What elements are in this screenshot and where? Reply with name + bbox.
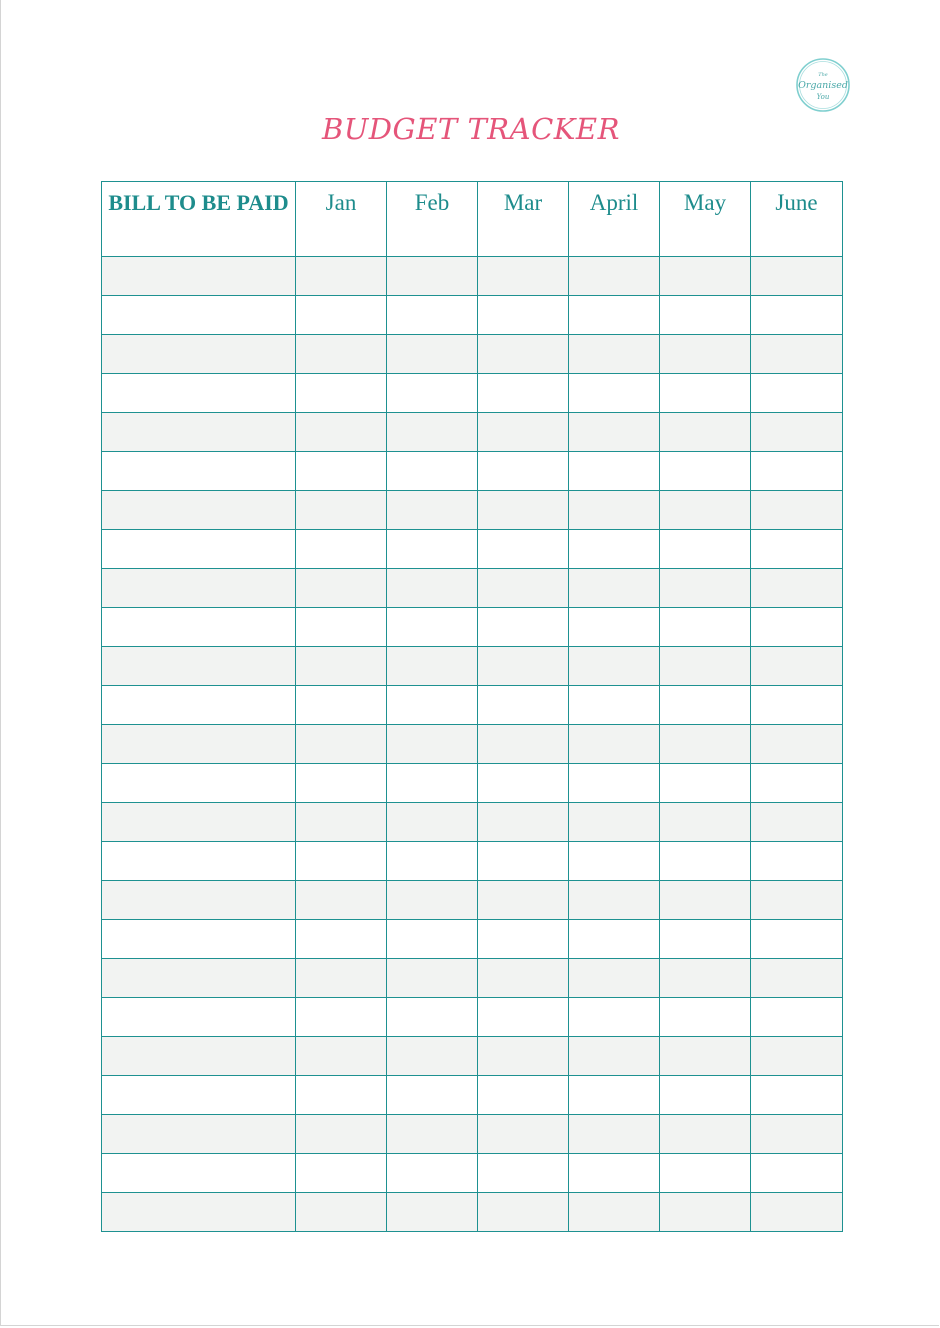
may-cell[interactable]	[660, 725, 751, 764]
may-cell[interactable]	[660, 452, 751, 491]
bill-cell[interactable]	[102, 647, 296, 686]
bill-cell[interactable]	[102, 725, 296, 764]
mar-cell[interactable]	[478, 725, 569, 764]
june-cell[interactable]	[751, 1193, 843, 1232]
mar-cell[interactable]	[478, 1115, 569, 1154]
april-cell[interactable]	[569, 374, 660, 413]
may-cell[interactable]	[660, 764, 751, 803]
table-row	[102, 959, 843, 998]
june-cell[interactable]	[751, 1115, 843, 1154]
april-cell[interactable]	[569, 335, 660, 374]
table-row	[102, 881, 843, 920]
april-cell[interactable]	[569, 842, 660, 881]
table-row	[102, 530, 843, 569]
feb-cell[interactable]	[387, 1076, 478, 1115]
bill-cell[interactable]	[102, 491, 296, 530]
bill-cell[interactable]	[102, 1037, 296, 1076]
may-cell[interactable]	[660, 608, 751, 647]
jan-cell[interactable]	[296, 569, 387, 608]
jan-cell[interactable]	[296, 608, 387, 647]
bill-cell[interactable]	[102, 1193, 296, 1232]
mar-cell[interactable]	[478, 569, 569, 608]
feb-cell[interactable]	[387, 998, 478, 1037]
may-cell[interactable]	[660, 530, 751, 569]
mar-cell[interactable]	[478, 998, 569, 1037]
april-cell[interactable]	[569, 725, 660, 764]
feb-cell[interactable]	[387, 413, 478, 452]
table-row	[102, 842, 843, 881]
feb-cell[interactable]	[387, 530, 478, 569]
mar-cell[interactable]	[478, 530, 569, 569]
bill-cell[interactable]	[102, 803, 296, 842]
may-cell[interactable]	[660, 881, 751, 920]
april-cell[interactable]	[569, 608, 660, 647]
jan-cell[interactable]	[296, 647, 387, 686]
jan-cell[interactable]	[296, 1076, 387, 1115]
mar-cell[interactable]	[478, 881, 569, 920]
bill-cell[interactable]	[102, 1154, 296, 1193]
feb-cell[interactable]	[387, 647, 478, 686]
jan-cell[interactable]	[296, 842, 387, 881]
mar-cell[interactable]	[478, 803, 569, 842]
feb-cell[interactable]	[387, 257, 478, 296]
june-cell[interactable]	[751, 296, 843, 335]
may-cell[interactable]	[660, 803, 751, 842]
header-jan: Jan	[296, 182, 387, 257]
mar-cell[interactable]	[478, 491, 569, 530]
may-cell[interactable]	[660, 296, 751, 335]
mar-cell[interactable]	[478, 959, 569, 998]
feb-cell[interactable]	[387, 491, 478, 530]
june-cell[interactable]	[751, 491, 843, 530]
april-cell[interactable]	[569, 1115, 660, 1154]
may-cell[interactable]	[660, 374, 751, 413]
feb-cell[interactable]	[387, 842, 478, 881]
april-cell[interactable]	[569, 764, 660, 803]
june-cell[interactable]	[751, 374, 843, 413]
june-cell[interactable]	[751, 725, 843, 764]
may-cell[interactable]	[660, 335, 751, 374]
may-cell[interactable]	[660, 920, 751, 959]
feb-cell[interactable]	[387, 374, 478, 413]
feb-cell[interactable]	[387, 1115, 478, 1154]
bill-cell[interactable]	[102, 881, 296, 920]
table-row	[102, 725, 843, 764]
april-cell[interactable]	[569, 530, 660, 569]
june-cell[interactable]	[751, 335, 843, 374]
bill-cell[interactable]	[102, 374, 296, 413]
feb-cell[interactable]	[387, 881, 478, 920]
bill-cell[interactable]	[102, 608, 296, 647]
table-body	[102, 257, 843, 1232]
header-bill-to-be-paid: BILL TO BE PAID	[102, 182, 296, 257]
table-row	[102, 764, 843, 803]
bill-cell[interactable]	[102, 452, 296, 491]
mar-cell[interactable]	[478, 842, 569, 881]
april-cell[interactable]	[569, 881, 660, 920]
jan-cell[interactable]	[296, 530, 387, 569]
feb-cell[interactable]	[387, 686, 478, 725]
jan-cell[interactable]	[296, 725, 387, 764]
jan-cell[interactable]	[296, 1115, 387, 1154]
mar-cell[interactable]	[478, 764, 569, 803]
june-cell[interactable]	[751, 1076, 843, 1115]
bill-cell[interactable]	[102, 959, 296, 998]
header-feb: Feb	[387, 182, 478, 257]
table-row	[102, 1154, 843, 1193]
mar-cell[interactable]	[478, 1076, 569, 1115]
table-row	[102, 296, 843, 335]
jan-cell[interactable]	[296, 1193, 387, 1232]
feb-cell[interactable]	[387, 959, 478, 998]
table-row	[102, 647, 843, 686]
table-row	[102, 1115, 843, 1154]
table-row	[102, 1076, 843, 1115]
may-cell[interactable]	[660, 1115, 751, 1154]
jan-cell[interactable]	[296, 803, 387, 842]
bill-cell[interactable]	[102, 998, 296, 1037]
jan-cell[interactable]	[296, 686, 387, 725]
feb-cell[interactable]	[387, 920, 478, 959]
mar-cell[interactable]	[478, 452, 569, 491]
mar-cell[interactable]	[478, 1193, 569, 1232]
may-cell[interactable]	[660, 959, 751, 998]
page-title: BUDGET TRACKER	[322, 112, 620, 146]
may-cell[interactable]	[660, 647, 751, 686]
mar-cell[interactable]	[478, 413, 569, 452]
table-row	[102, 920, 843, 959]
jan-cell[interactable]	[296, 335, 387, 374]
may-cell[interactable]	[660, 1193, 751, 1232]
may-cell[interactable]	[660, 1076, 751, 1115]
jan-cell[interactable]	[296, 1154, 387, 1193]
mar-cell[interactable]	[478, 1037, 569, 1076]
table-header-row	[102, 182, 843, 257]
april-cell[interactable]	[569, 1193, 660, 1232]
logo-line2: Organised	[798, 80, 848, 91]
april-cell[interactable]	[569, 257, 660, 296]
bill-cell[interactable]	[102, 530, 296, 569]
june-cell[interactable]	[751, 998, 843, 1037]
april-cell[interactable]	[569, 1076, 660, 1115]
april-cell[interactable]	[569, 647, 660, 686]
june-cell[interactable]	[751, 764, 843, 803]
table-row	[102, 998, 843, 1037]
jan-cell[interactable]	[296, 920, 387, 959]
april-cell[interactable]	[569, 1037, 660, 1076]
table-row	[102, 257, 843, 296]
bill-cell[interactable]	[102, 842, 296, 881]
mar-cell[interactable]	[478, 686, 569, 725]
jan-cell[interactable]	[296, 959, 387, 998]
june-cell[interactable]	[751, 686, 843, 725]
may-cell[interactable]	[660, 491, 751, 530]
june-cell[interactable]	[751, 647, 843, 686]
april-cell[interactable]	[569, 452, 660, 491]
may-cell[interactable]	[660, 257, 751, 296]
april-cell[interactable]	[569, 413, 660, 452]
table-row	[102, 686, 843, 725]
april-cell[interactable]	[569, 998, 660, 1037]
mar-cell[interactable]	[478, 374, 569, 413]
bill-cell[interactable]	[102, 257, 296, 296]
jan-cell[interactable]	[296, 491, 387, 530]
june-cell[interactable]	[751, 1037, 843, 1076]
june-cell[interactable]	[751, 257, 843, 296]
feb-cell[interactable]	[387, 608, 478, 647]
table-row	[102, 335, 843, 374]
april-cell[interactable]	[569, 569, 660, 608]
table-row	[102, 1193, 843, 1232]
mar-cell[interactable]	[478, 1154, 569, 1193]
june-cell[interactable]	[751, 959, 843, 998]
header-april: April	[569, 182, 660, 257]
april-cell[interactable]	[569, 491, 660, 530]
jan-cell[interactable]	[296, 452, 387, 491]
bill-cell[interactable]	[102, 1076, 296, 1115]
jan-cell[interactable]	[296, 374, 387, 413]
june-cell[interactable]	[751, 842, 843, 881]
june-cell[interactable]	[751, 452, 843, 491]
april-cell[interactable]	[569, 803, 660, 842]
june-cell[interactable]	[751, 881, 843, 920]
june-cell[interactable]	[751, 413, 843, 452]
bill-cell[interactable]	[102, 335, 296, 374]
mar-cell[interactable]	[478, 257, 569, 296]
jan-cell[interactable]	[296, 296, 387, 335]
bill-cell[interactable]	[102, 764, 296, 803]
feb-cell[interactable]	[387, 725, 478, 764]
header-may: May	[660, 182, 751, 257]
june-cell[interactable]	[751, 1154, 843, 1193]
may-cell[interactable]	[660, 1154, 751, 1193]
budget-table	[101, 181, 843, 1232]
feb-cell[interactable]	[387, 569, 478, 608]
jan-cell[interactable]	[296, 413, 387, 452]
april-cell[interactable]	[569, 959, 660, 998]
bill-cell[interactable]	[102, 413, 296, 452]
header-june: June	[751, 182, 843, 257]
feb-cell[interactable]	[387, 803, 478, 842]
feb-cell[interactable]	[387, 1154, 478, 1193]
the-organised-you-logo	[795, 57, 851, 113]
may-cell[interactable]	[660, 686, 751, 725]
june-cell[interactable]	[751, 530, 843, 569]
april-cell[interactable]	[569, 296, 660, 335]
feb-cell[interactable]	[387, 764, 478, 803]
may-cell[interactable]	[660, 413, 751, 452]
feb-cell[interactable]	[387, 1193, 478, 1232]
jan-cell[interactable]	[296, 764, 387, 803]
april-cell[interactable]	[569, 1154, 660, 1193]
header-mar: Mar	[478, 182, 569, 257]
bill-cell[interactable]	[102, 1115, 296, 1154]
mar-cell[interactable]	[478, 608, 569, 647]
april-cell[interactable]	[569, 686, 660, 725]
table-row	[102, 374, 843, 413]
table-row	[102, 491, 843, 530]
jan-cell[interactable]	[296, 881, 387, 920]
mar-cell[interactable]	[478, 335, 569, 374]
table-row	[102, 608, 843, 647]
june-cell[interactable]	[751, 920, 843, 959]
may-cell[interactable]	[660, 1037, 751, 1076]
table-row	[102, 452, 843, 491]
may-cell[interactable]	[660, 569, 751, 608]
feb-cell[interactable]	[387, 1037, 478, 1076]
june-cell[interactable]	[751, 569, 843, 608]
logo-line1: The	[818, 72, 828, 78]
feb-cell[interactable]	[387, 335, 478, 374]
mar-cell[interactable]	[478, 296, 569, 335]
feb-cell[interactable]	[387, 452, 478, 491]
bill-cell[interactable]	[102, 296, 296, 335]
table-row	[102, 413, 843, 452]
may-cell[interactable]	[660, 998, 751, 1037]
june-cell[interactable]	[751, 608, 843, 647]
feb-cell[interactable]	[387, 296, 478, 335]
may-cell[interactable]	[660, 842, 751, 881]
table-row	[102, 803, 843, 842]
table-row	[102, 569, 843, 608]
april-cell[interactable]	[569, 920, 660, 959]
jan-cell[interactable]	[296, 1037, 387, 1076]
june-cell[interactable]	[751, 803, 843, 842]
jan-cell[interactable]	[296, 998, 387, 1037]
mar-cell[interactable]	[478, 647, 569, 686]
bill-cell[interactable]	[102, 686, 296, 725]
mar-cell[interactable]	[478, 920, 569, 959]
jan-cell[interactable]	[296, 257, 387, 296]
bill-cell[interactable]	[102, 920, 296, 959]
table-row	[102, 1037, 843, 1076]
bill-cell[interactable]	[102, 569, 296, 608]
logo-line3: You	[816, 93, 830, 101]
